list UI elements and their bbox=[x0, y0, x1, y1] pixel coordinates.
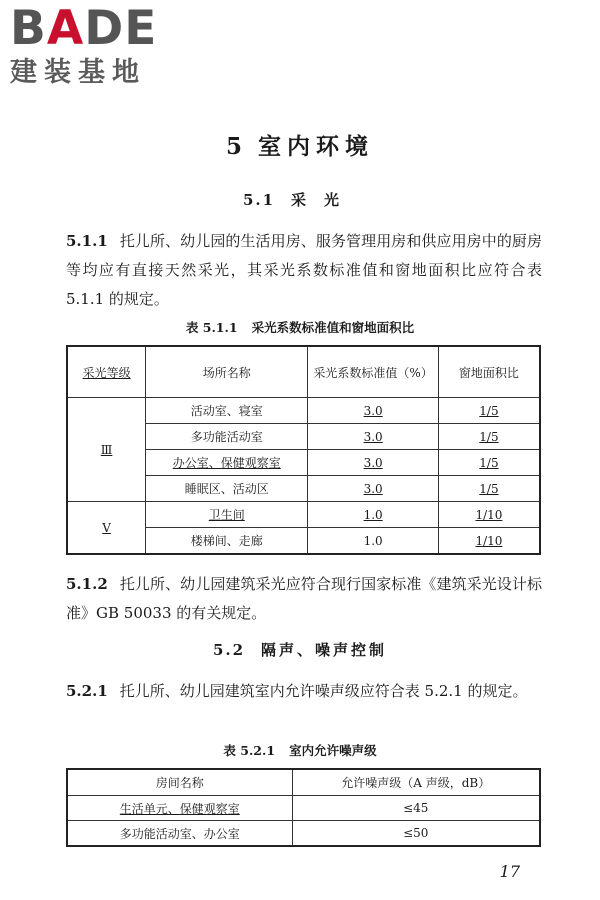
ratio-cell: 1/5 bbox=[438, 424, 540, 450]
room-cell: 多功能活动室、办公室 bbox=[67, 821, 292, 847]
chapter-title: 5 室内环境 bbox=[225, 133, 374, 160]
table-header-row bbox=[67, 769, 540, 796]
header-ratio: 窗地面积比 bbox=[438, 346, 540, 398]
header-place: 场所名称 bbox=[146, 346, 308, 398]
coef-cell: 1.0 bbox=[308, 528, 438, 555]
place-cell: 多功能活动室 bbox=[146, 424, 308, 450]
clause-5-1-1: 5.1.1 托儿所、幼儿园的生活用房、服务管理用房和供应用房中的厨房等均应有直接天然采光，其采光系数标准值和窗地面积比应符合表 5.1.1 的规定。 bbox=[66, 232, 542, 308]
bade-logo bbox=[10, 1, 180, 90]
place-cell: 活动室、寝室 bbox=[146, 398, 308, 424]
place-cell: 楼梯间、走廊 bbox=[146, 528, 308, 555]
table-row bbox=[67, 796, 540, 821]
logo-subtitle: 建装基地 bbox=[10, 57, 146, 88]
section-title-5-1: 5.1 采光 bbox=[242, 191, 358, 209]
level-cell: Ⅴ bbox=[67, 502, 146, 555]
ratio-cell: 1/10 bbox=[438, 502, 540, 528]
noise-cell: ≤50 bbox=[292, 821, 540, 847]
table-caption-5-2-1: 表 5.2.1 室内允许噪声级 bbox=[223, 743, 377, 758]
noise-cell: ≤45 bbox=[292, 796, 540, 821]
ratio-cell: 1/5 bbox=[438, 398, 540, 424]
coef-cell: 3.0 bbox=[308, 476, 438, 502]
header-room: 房间名称 bbox=[67, 769, 292, 796]
page-number: 17 bbox=[499, 862, 520, 881]
header-level: 采光等级 bbox=[67, 346, 146, 398]
table-row bbox=[67, 502, 540, 528]
room-cell: 生活单元、保健观察室 bbox=[67, 796, 292, 821]
clause-5-2-1: 5.2.1 托儿所、幼儿园建筑室内允许噪声级应符合表 5.2.1 的规定。 bbox=[66, 682, 528, 700]
table-row bbox=[67, 398, 540, 424]
coef-cell: 3.0 bbox=[308, 424, 438, 450]
daylight-factor-table bbox=[66, 345, 541, 555]
ratio-cell: 1/5 bbox=[438, 476, 540, 502]
ratio-cell: 1/5 bbox=[438, 450, 540, 476]
section-title-5-2: 5.2 隔声、噪声控制 bbox=[212, 641, 388, 659]
place-cell: 卫生间 bbox=[146, 502, 308, 528]
level-cell: Ⅲ bbox=[67, 398, 146, 502]
coef-cell: 1.0 bbox=[308, 502, 438, 528]
logo-wordmark: BADE bbox=[10, 1, 158, 56]
coef-cell: 3.0 bbox=[308, 450, 438, 476]
header-noise-level: 允许噪声级（A 声级，dB） bbox=[292, 769, 540, 796]
ratio-cell: 1/10 bbox=[438, 528, 540, 555]
noise-level-table bbox=[66, 768, 541, 847]
clause-5-1-2: 5.1.2 托儿所、幼儿园建筑采光应符合现行国家标准《建筑采光设计标准》GB 50033 的有关规定。 bbox=[66, 575, 542, 622]
place-cell: 睡眠区、活动区 bbox=[146, 476, 308, 502]
place-cell: 办公室、保健观察室 bbox=[146, 450, 308, 476]
header-coefficient: 采光系数标准值（%） bbox=[308, 346, 438, 398]
table-row bbox=[67, 821, 540, 847]
table-header-row bbox=[67, 346, 540, 398]
table-caption-5-1-1: 表 5.1.1 采光系数标准值和窗地面积比 bbox=[185, 320, 415, 335]
coef-cell: 3.0 bbox=[308, 398, 438, 424]
